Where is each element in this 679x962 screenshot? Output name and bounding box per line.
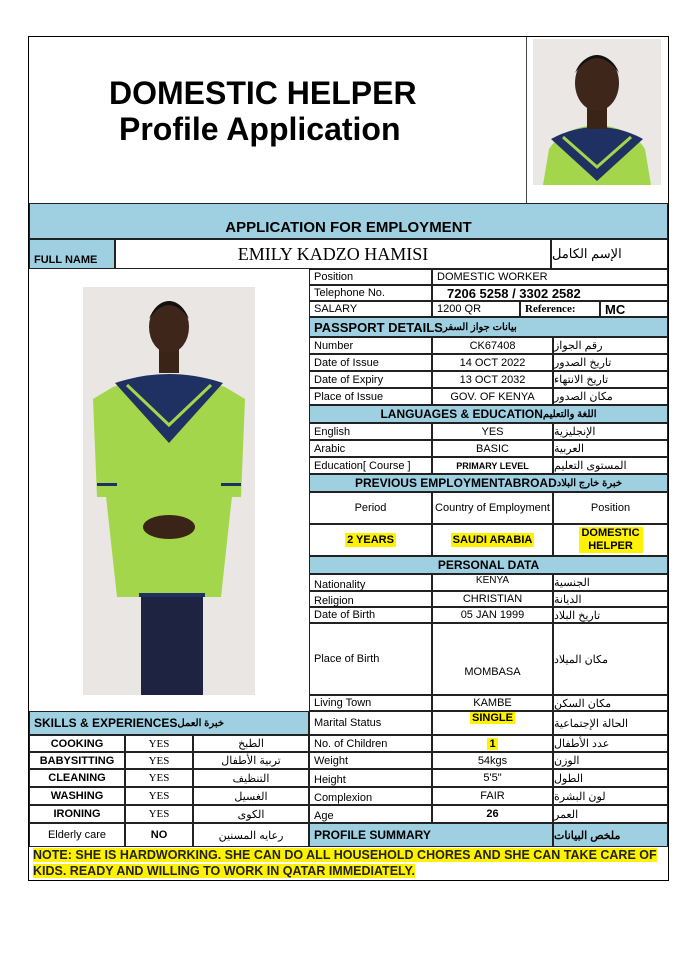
full-name-label-ar: الإسم الكامل [551, 239, 668, 269]
passport-title: PASSPORT DETAILS [314, 319, 443, 335]
salary-value: 1200 QR [432, 301, 520, 317]
pob-label: Place of Birth [309, 623, 432, 695]
skills-title: SKILLS & EXPERIENCES [34, 716, 178, 730]
complexion-label: Complexion [309, 787, 432, 805]
language-row-label-ar: العربية [553, 440, 668, 457]
passport-row-label: Place of Issue [309, 388, 432, 405]
passport-row-label-ar: رقم الجواز [553, 337, 668, 354]
town-label-ar: مكان السكن [553, 695, 668, 711]
skill-label-ar: الغسيل [193, 787, 309, 805]
employment-position-cell [553, 524, 668, 556]
employment-period: 2 YEARS [347, 534, 394, 546]
weight-value: 54kgs [432, 752, 553, 769]
skill-name: Elderly care [29, 823, 125, 847]
employment-title-ar: خبرة خارج البلاد [556, 477, 623, 489]
language-row-label-ar: المستوى التعليم [553, 457, 668, 474]
skill-name: BABYSITTING [29, 752, 125, 769]
skill-label-ar: الطبخ [193, 735, 309, 752]
children-cell [432, 735, 553, 752]
children-label: No. of Children [309, 735, 432, 752]
dob-label-ar: تاريخ البلاد [553, 607, 668, 623]
application-form [28, 36, 669, 881]
section-summary-header: PROFILE SUMMARY [309, 823, 553, 847]
language-row-value: PRIMARY LEVEL [432, 457, 553, 474]
section-skills-header [29, 711, 309, 735]
passport-row-value: CK67408 [432, 337, 553, 354]
pob-value: MOMBASA [432, 623, 553, 695]
languages-title: LANGUAGES & EDUCATION [380, 407, 543, 421]
skills-title-ar: خبرة العمل [177, 717, 225, 729]
employment-title: PREVIOUS EMPLOYMENTABROAD [354, 476, 557, 490]
skill-name: CLEANING [29, 769, 125, 787]
town-value: KAMBE [432, 695, 553, 711]
height-label-ar: الطول [553, 769, 668, 787]
passport-row-label-ar: تاريخ الانتهاء [553, 371, 668, 388]
marital-label-ar: الحالة الإجتماعية [553, 711, 668, 735]
language-row-label: English [309, 423, 432, 440]
language-row-value: BASIC [432, 440, 553, 457]
position-label: Position [309, 269, 432, 285]
passport-row-value: 14 OCT 2022 [432, 354, 553, 371]
language-row-label: Arabic [309, 440, 432, 457]
nationality-value: KENYA [432, 574, 553, 591]
section-personal-header: PERSONAL DATA [309, 556, 668, 574]
full-body-photo [83, 287, 255, 695]
marital-cell [432, 711, 553, 735]
passport-row-label: Number [309, 337, 432, 354]
dob-value: 05 JAN 1999 [432, 607, 553, 623]
height-label: Height [309, 769, 432, 787]
language-row-label: Education[ Course ] [309, 457, 432, 474]
skill-name: WASHING [29, 787, 125, 805]
language-row-value: YES [432, 423, 553, 440]
section-application-header: APPLICATION FOR EMPLOYMENT [29, 203, 668, 239]
town-label: Living Town [309, 695, 432, 711]
skill-name: IRONING [29, 805, 125, 823]
weight-label-ar: الوزن [553, 752, 668, 769]
complexion-value: FAIR [432, 787, 553, 805]
reference-value: MC [600, 301, 668, 317]
full-name-value: EMILY KADZO HAMISI [115, 239, 551, 269]
skill-label-ar: التنظيف [193, 769, 309, 787]
title-line-1: DOMESTIC HELPER [109, 75, 417, 111]
language-row-label-ar: الإنجليزية [553, 423, 668, 440]
skill-value: YES [125, 787, 193, 805]
dob-label: Date of Birth [309, 607, 432, 623]
section-passport-header [309, 317, 668, 337]
telephone-value: 7206 5258 / 3302 2582 [432, 285, 668, 301]
languages-title-ar: اللغة والتعليم [542, 408, 597, 420]
telephone-label: Telephone No. [309, 285, 432, 301]
section-languages-header [309, 405, 668, 423]
skill-value: YES [125, 752, 193, 769]
position-value: DOMESTIC WORKER [432, 269, 668, 285]
summary-note-text: NOTE: SHE IS HARDWORKING. SHE CAN DO ALL HOUSEHOLD CHORES AND SHE CAN TAKE CARE OF KIDS. READY AND WILLING TO WORK IN QATAR IMMEDIATELY. [33, 848, 657, 878]
skill-value: NO [125, 823, 193, 847]
skill-value: YES [125, 735, 193, 752]
age-label-ar: العمر [553, 805, 668, 823]
skill-value: YES [125, 805, 193, 823]
employment-period-cell [309, 524, 432, 556]
salary-label: SALARY [309, 301, 432, 317]
page-title [109, 75, 529, 147]
children-value: 1 [489, 737, 496, 750]
passport-row-value: GOV. OF KENYA [432, 388, 553, 405]
title-line-2: Profile Application [119, 111, 401, 147]
skill-label-ar: رعايه المسنين [193, 823, 309, 847]
age-value: 26 [432, 805, 553, 823]
summary-title-ar: ملخص البيانات [553, 823, 668, 847]
section-employment-header [309, 474, 668, 492]
religion-value: CHRISTIAN [432, 591, 553, 607]
pob-label-ar: مكان الميلاد [553, 623, 668, 695]
passport-row-label: Date of Issue [309, 354, 432, 371]
employment-col-position: Position [553, 492, 668, 524]
employment-col-country: Country of Employment [432, 492, 553, 524]
reference-label: Reference: [520, 301, 600, 317]
passport-row-label-ar: تاريخ الصدور [553, 354, 668, 371]
employment-country: SAUDI ARABIA [452, 534, 533, 546]
summary-note [33, 847, 667, 879]
religion-label-ar: الديانة [553, 591, 668, 607]
skill-label-ar: الكوى [193, 805, 309, 823]
passport-row-label-ar: مكان الصدور [553, 388, 668, 405]
full-name-label: FULL NAME [29, 239, 115, 269]
skill-value: YES [125, 769, 193, 787]
portrait-photo [533, 39, 661, 185]
employment-position: DOMESTIC HELPER [579, 527, 643, 553]
age-label: Age [309, 805, 432, 823]
marital-label: Marital Status [309, 711, 432, 735]
height-value: 5'5" [432, 769, 553, 787]
nationality-label: Nationality [309, 574, 432, 591]
complexion-label-ar: لون البشرة [553, 787, 668, 805]
passport-row-label: Date of Expiry [309, 371, 432, 388]
passport-title-ar: بيانات جواز السفر [442, 321, 517, 333]
marital-value: SINGLE [472, 712, 513, 724]
weight-label: Weight [309, 752, 432, 769]
children-label-ar: عدد الأطفال [553, 735, 668, 752]
passport-row-value: 13 OCT 2032 [432, 371, 553, 388]
nationality-label-ar: الجنسية [553, 574, 668, 591]
skill-label-ar: تربية الأطفال [193, 752, 309, 769]
religion-label: Religion [309, 591, 432, 607]
employment-col-period: Period [309, 492, 432, 524]
header-divider [526, 37, 527, 203]
employment-country-cell [432, 524, 553, 556]
skill-name: COOKING [29, 735, 125, 752]
